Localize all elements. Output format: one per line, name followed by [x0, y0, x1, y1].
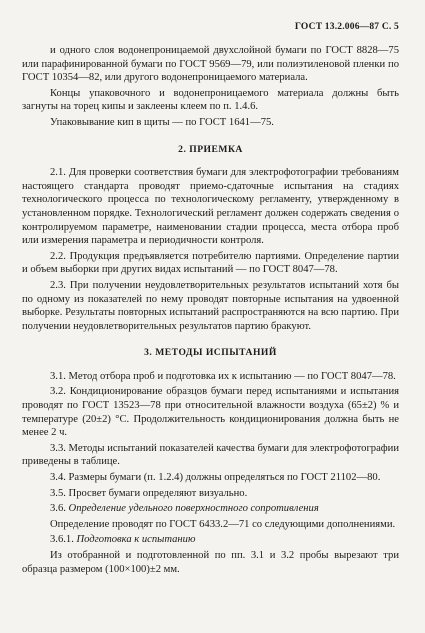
subsection-title-text: Подготовка к испытанию: [76, 534, 196, 546]
subsection-title: [22, 533, 399, 547]
clause-number: 3.6.1.: [50, 534, 74, 546]
paragraph: Упаковывание кип в щиты — по ГОСТ 1641—75.: [50, 116, 274, 128]
paragraph: и одного слоя водонепроницаемой двухслойной бумаги по ГОСТ 8828—75 или парафинированной бумаги по ГОСТ 9569—79, или полиэтиленовой пленки по ГОСТ 10354—82, или другого водонепроницаемого материала.: [22, 45, 399, 84]
paragraph: Из отобранной и подготовленной по пп. 3.1 и 3.2 пробы вырезают три образца размером (100×100)±2 мм.: [22, 550, 399, 575]
subsection-title-text: Определение удельного поверхностного сопротивления: [68, 503, 319, 515]
paragraph: Концы упаковочного и водонепроницаемого материала должны быть загнуты на торец кипы и заклеены клеем по п. 1.4.6.: [22, 87, 399, 113]
page-header: ГОСТ 13.2.006—87 С. 5: [294, 22, 399, 32]
paragraph: 2.1. Для проверки соответствия бумаги для электрофотографии требованиям настоящего стандарта проводят приемо-сдаточные испытания на стадиях технологического процесса по технологическому регламенту, утвержденному в установленном порядке. Технологический регламент должен содержать сведения о контролируемом параметре, наименовании стадии процесса, места отбора проб или измерения параметра и периодичности контроля.: [22, 167, 399, 247]
paragraph: 3.1. Метод отбора проб и подготовка их к испытанию — по ГОСТ 8047—78.: [50, 370, 396, 382]
section-heading: 2. ПРИЕМКА: [178, 143, 243, 155]
paragraph: 2.3. При получении неудовлетворительных результатов испытаний хотя бы по одному из показателей по нему проводят повторные испытания на удвоенной выборке. Результаты повторных испытаний распространяются на всю партию. При получении неудовлетворительных результатов партию бракуют.: [22, 279, 399, 332]
document-body: [22, 44, 399, 576]
paragraph: 3.5. Просвет бумаги определяют визуально.: [50, 487, 248, 499]
paragraph: 3.3. Методы испытаний показателей качества бумаги для электрофотографии приведены в таблице.: [22, 442, 399, 468]
clause-number: 3.6.: [50, 503, 66, 515]
paragraph: 2.2. Продукция предъявляется потребителю партиями. Определение партии и объем выборки при других видах испытаний — по ГОСТ 8047—78.: [22, 250, 399, 276]
section-heading: 3. МЕТОДЫ ИСПЫТАНИЙ: [144, 347, 277, 359]
paragraph: 3.4. Размеры бумаги (п. 1.2.4) должны определяться по ГОСТ 21102—80.: [50, 472, 381, 484]
paragraph: 3.2. Кондиционирование образцов бумаги перед испытаниями и испытания проводят по ГОСТ 13523—78 при относительной влажности воздуха (65±2) % и температуре (20±2) °С. Продолжительность кондиционирования должна быть не менее 2 ч.: [22, 386, 399, 439]
subsection-title: [22, 502, 399, 516]
paragraph: Определение проводят по ГОСТ 6433.2—71 со следующими дополнениями.: [50, 518, 396, 530]
